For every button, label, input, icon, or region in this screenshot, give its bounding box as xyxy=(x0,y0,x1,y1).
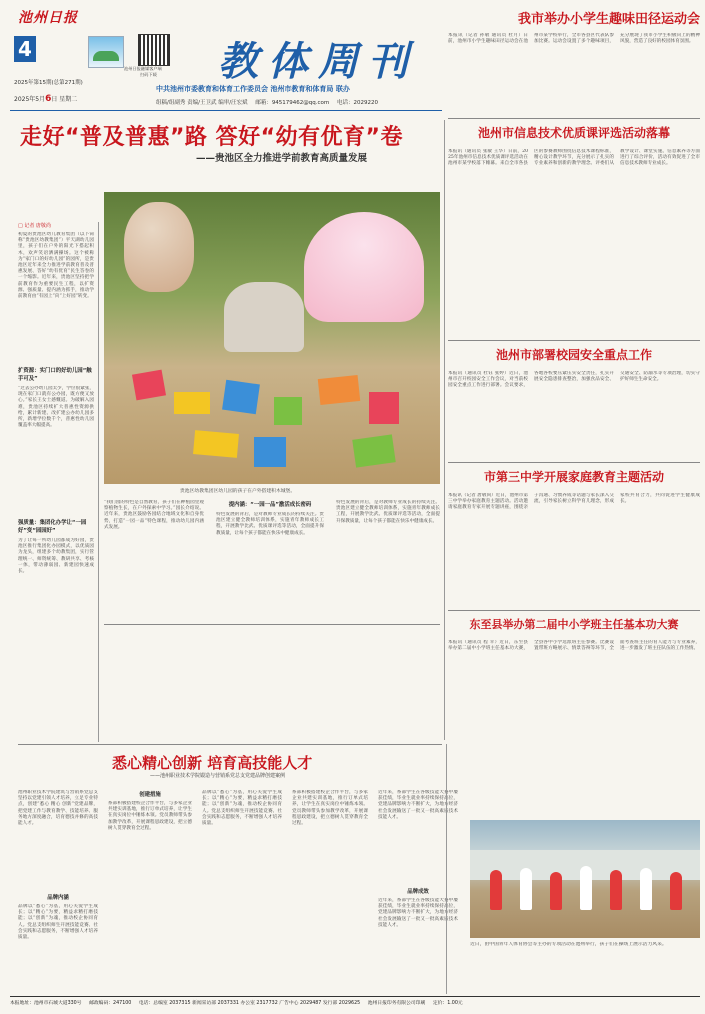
footer-rule xyxy=(10,996,700,997)
editors: 组稿/组副秀 责编/王卫武 编审/汪宏斌 xyxy=(156,100,248,106)
section-title: 教体周刊 xyxy=(218,38,418,85)
page-number-badge xyxy=(14,36,36,62)
page-number: 4 xyxy=(18,37,32,61)
vocational-columns xyxy=(18,790,464,994)
sports-photo-caption: 近日，由中国青年人体育协会等主办的专项活动在池州举行，孩子们在操场上展示活力风采。 xyxy=(470,942,667,947)
story-track-meet-body: 本报讯（记者 孙敬 通讯员 杜月）日前，池州市小学生趣味田径运动会在池州市某学校举行，全市各县区代表队参加比赛。运动会设置了多个趣味项目，充分展现了我市小学生积极向上的精神风貌，营造了良好的校园体育氛围。 xyxy=(448,33,700,45)
lead-headline: 走好“普及普惠”路 答好“幼有优育”卷 xyxy=(20,125,403,150)
lead-photo xyxy=(104,192,440,484)
vocational-section-3: 品牌成效 xyxy=(407,889,429,895)
lead-section-1: 扩资源：实门口的好幼儿园“触手可及” xyxy=(18,368,92,382)
rule-r3 xyxy=(448,462,700,463)
story-campus-safety xyxy=(448,344,700,459)
vocational-col1b: 品牌以“悉心”为基，用心关爱学生成长；以“精心”为要，精益求精打磨技能；以“创新”为魂，推动校企协同育人。党总支组织师生开展技能竞赛、社会实践和志愿服务，不断增强人才培养质量。 xyxy=(18,904,98,941)
app-logo-icon xyxy=(88,36,124,68)
date-line: 2025年5月 xyxy=(14,96,46,103)
lead-lower-columns xyxy=(104,500,440,620)
story-head-teacher-contest-body: 本报讯（通讯员 程 苹）近日，东至县举办第二届中小学班主任基本功大赛，全县各中小学选派班主任参赛。比赛设置带班方略展示、情景答辩等环节，全面考查班主任的育人能力与专业素养，进一步激发了班主任队伍的工作热情。 xyxy=(448,640,700,652)
lead-section-3: 提内涵：“一园一品”激活成长密码 xyxy=(228,502,312,508)
lead-col5-text: 特色发展的背后，是对教师专业成长的持续关注。贵池区建立健全教师培训体系，实施青年教师成长工程，开展教学比武、优质课评选等活动，全面提升保教质量，让每个孩子都能在快乐中健康成长。 xyxy=(216,512,324,536)
story-family-education xyxy=(448,466,700,606)
weekday: 日 星期二 xyxy=(51,96,78,103)
story-track-meet-headline: 我市举办小学生趣味田径运动会 xyxy=(517,12,700,27)
paper-name-logo: 池州日报 xyxy=(18,10,78,26)
lead-section-2: 强质量：集团化办学让“一园好”变“园园好” xyxy=(18,520,87,534)
story-head-teacher-contest-headline: 东至县举办第二届中小学班主任基本功大赛 xyxy=(469,618,679,631)
lead-col4-text: “我们园的特色是自然教育，孩子们在种植园里观察植物生长，在户外探索中学习。”园长介绍说。近年来，贵池区鼓励各园结合地域文化和自身优势，打造“一园一品”特色课程，推动幼儿园内涵式发展。 xyxy=(104,500,204,530)
vocational-col3: 品牌以“悉心”为基，用心关爱学生成长；以“精心”为要，精益求精打磨技能；以“创新”为魂，推动校企协同育人。党总支组织师生开展技能竞赛、社会实践和志愿服务，不断增强人才培养质量。 xyxy=(202,790,282,827)
lead-col1-text: 初夏的贵池区幼儿教育集团（以下简称“贵池区幼教集团”）平天湖幼儿园里，孩子们在户外的阳光下搭起积木，欢声笑语洒满操场。这个被称为“家门口的好幼儿园”的园所，是贵池区近年来全力推进学前教育普及普惠发展、答好“幼有优育”民生答卷的一个缩影。近年来，贵池区坚持把学前教育作为重要民生工程，以扩资源、强质量、提内涵为抓手，推动学前教育由“有园上”向“上好园”转变。 xyxy=(18,232,94,300)
qr-caption-2: 扫码下载 xyxy=(140,72,157,77)
issue-number: 2025年第15期(总第271期) xyxy=(14,80,83,86)
email: 邮箱：945179462@qq.com xyxy=(255,100,330,106)
qr-caption: 池州日报融媒客户端 xyxy=(124,66,162,71)
story-it-lesson-headline: 池州市信息技术优质课评选活动落幕 xyxy=(477,126,670,140)
lead-col2-text: “过去公办幼儿园太少，学位很紧张，现在家门口就有公办园，既方便又放心。”家长王女士感慨道。为破解入园难，贵池区持续扩大普惠性资源供给，累计新建、改扩建公办幼儿园多所，新增学位数千个，普惠性幼儿园覆盖率大幅提高。 xyxy=(18,386,94,429)
lead-left-column xyxy=(18,222,94,742)
vocational-section-2: 创建措施 xyxy=(139,792,161,798)
vocational-subheadline: ——池州职业技术学院锻造与营销系党总支党建品牌创建案例 xyxy=(150,773,286,779)
footer xyxy=(10,999,700,1011)
lead-col6-text: 特色发展的背后，是对教师专业成长的持续关注。贵池区建立健全教师培训体系，实施青年教师成长工程，开展教学比武、优质课评选等活动，全面提升保教质量，让每个孩子都能在快乐中健康成长。 xyxy=(336,500,440,524)
story-campus-safety-headline: 池州市部署校园安全重点工作 xyxy=(495,348,652,362)
rule-r1 xyxy=(448,118,700,119)
story-it-lesson-body: 本报讯（通讯员 张敏 王华）日前，2025年池州市信息技术优质课评选活动在池州市某学校落下帷幕。来自全市各县区的参赛教师围绕信息技术课程标准，精心设计教学环节，充分展示了扎实的专业素养和创新的教学理念。评委们从教学设计、课堂实施、信息素养等方面进行了综合评价，活动有效促进了全市信息技术教师专业成长。 xyxy=(448,149,700,167)
vocational-section-1: 品牌内涵 xyxy=(47,895,69,901)
lead-photo-caption: 贵池区幼教集团区幼儿园的孩子在户外搭建积木城堡。 xyxy=(180,489,296,494)
vocational-col4: 系部积极搭建校企合作平台，与多家企业共建实训基地，推行订单式培养，让学生在真实岗位中锤炼本领。党员教师带头参加教学改革，开展课程思政建设，把立德树人贯穿教育全过程。 xyxy=(292,790,368,827)
sponsor-line: 中共池州市委教育和体育工作委员会 池州市教育和体育局 联办 xyxy=(156,85,350,93)
footer-price: 定价：1.00元 xyxy=(432,1001,463,1006)
lead-subheadline: ——贵池区全力推进学前教育高质量发展 xyxy=(196,153,368,164)
footer-postcode: 邮政编码：247100 xyxy=(89,1001,132,1006)
sports-photo xyxy=(470,820,700,938)
vocational-col1: 池州职业技术学院建筑与营销系党总支坚持以党建引领人才培养，立足专业特点，创建“悉心 精心 创新”党建品牌，把党建工作与教育教学、技能培养、服务地方深度融合，培育德技并修的高技能人才。 xyxy=(18,790,98,827)
footer-contacts: 电话：总编室 2037315 新闻采访部 2037331 办公室 2317732 广告中心 2029487 发行部 2029625 xyxy=(138,1001,361,1006)
rule-voc-top xyxy=(18,744,442,745)
byline-text: 记者 唐敬尚 xyxy=(24,223,51,229)
story-campus-safety-body: 本报讯（通讯员 杜钰 张婷）近日，池州市召开校园安全工作会议，对当前校园安全重点工作进行部署。会议要求，各地各校要压紧压实安全责任，扎实开展安全隐患排查整治，加强食品安全、交通安全、防溺水等专项治理，切实守护好师生生命安全。 xyxy=(448,371,700,389)
qr-code-icon xyxy=(138,34,170,66)
masthead-rule xyxy=(10,110,442,111)
lead-byline: □ 记者 唐敬尚 xyxy=(18,223,51,229)
story-family-education-headline: 市第三中学开展家庭教育主题活动 xyxy=(483,470,664,484)
rule-r4 xyxy=(448,610,700,611)
story-head-teacher-contest xyxy=(448,614,700,814)
footer-address: 本报地址：池州市石城大道330号 xyxy=(10,1001,82,1006)
rule-right-v xyxy=(446,744,447,994)
editor-line xyxy=(156,98,378,106)
vocational-col5a: 近年来，系部学生在各级技能大赛中屡获佳绩，毕业生就业率持续保持高位，党建品牌影响力不断扩大，为地方经济社会发展输送了一批又一批高素质技术技能人才。 xyxy=(378,790,458,820)
story-track-meet xyxy=(448,4,700,116)
vocational-col5b: 近年来，系部学生在各级技能大赛中屡获佳绩，毕业生就业率持续保持高位，党建品牌影响力不断扩大，为地方经济社会发展输送了一批又一批高素质技术技能人才。 xyxy=(378,898,458,928)
phone: 电话：2029220 xyxy=(337,100,379,106)
publication-date xyxy=(14,94,77,104)
date-day: 6 xyxy=(45,94,52,104)
rule-lead-bottom xyxy=(104,624,440,625)
rule-r2 xyxy=(448,340,700,341)
vocational-col2: 系部积极搭建校企合作平台，与多家企业共建实训基地，推行订单式培养，让学生在真实岗位中锤炼本领。党员教师带头参加教学改革，开展课程思政建设，把立德树人贯穿教育全过程。 xyxy=(108,801,192,831)
rule-lead-v2 xyxy=(444,120,445,740)
vocational-headline: 悉心精心创新 培育高技能人才 xyxy=(112,754,313,772)
rule-lead-v1 xyxy=(98,222,99,742)
footer-printer: 池州日报印务有限公司印刷 xyxy=(367,1001,426,1006)
story-it-lesson xyxy=(448,122,700,334)
story-family-education-body: 本报讯（记者 唐敬尚）近日，池州市第三中学举办家庭教育主题活动。活动邀请家庭教育专家开展专题讲座，围绕亲子沟通、习惯养成等话题与家长深入交流，引导家长树立科学育儿理念，形成家校共育合力，共同促进学生健康成长。 xyxy=(448,493,700,511)
lead-col3-text: 为了让每一所幼儿园都成为好园，贵池区推行集团化办园模式，以优质园为龙头，组建多个幼教集团，实行管理统一、师资统筹、教研共享、考核一体，带动薄弱园、新建园快速成长。 xyxy=(18,538,94,575)
